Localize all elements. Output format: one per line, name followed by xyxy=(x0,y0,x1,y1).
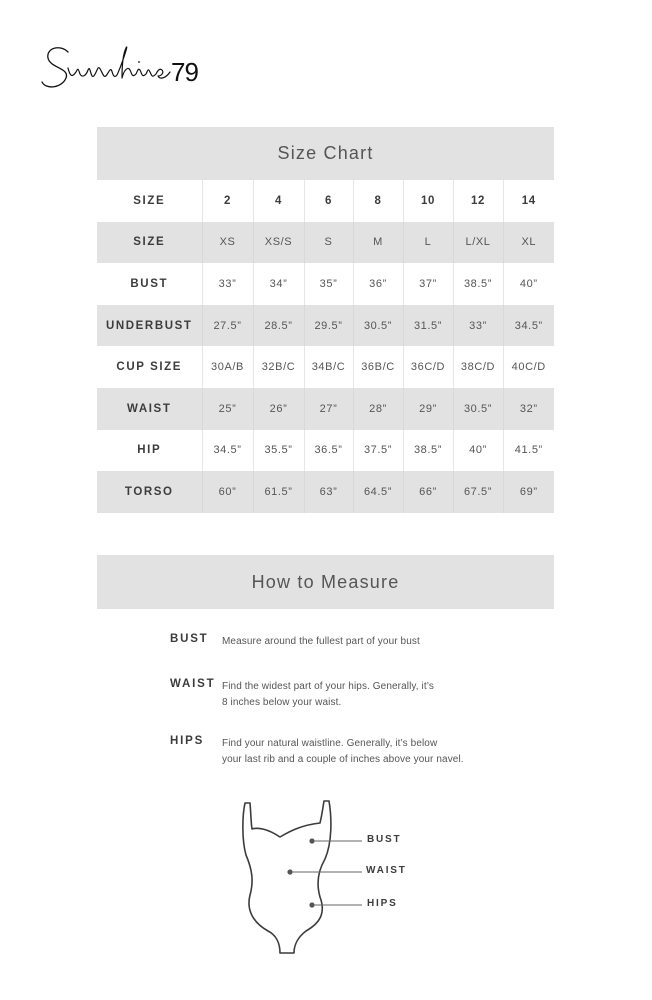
waist-marker xyxy=(287,869,292,874)
table-cell: 30A/B xyxy=(202,346,253,388)
row-label: BUST xyxy=(130,277,169,290)
hips-marker xyxy=(309,902,314,907)
measure-label: BUST xyxy=(170,633,209,645)
table-cell: 33” xyxy=(453,305,503,347)
measure-label: HIPS xyxy=(170,735,205,747)
table-cell: 6 xyxy=(304,180,353,222)
table-cell: 67.5” xyxy=(453,471,503,513)
table-cell: M xyxy=(353,222,403,264)
how-to-measure-title: How to Measure xyxy=(97,555,554,609)
table-cell: S xyxy=(304,222,353,264)
table-cell: 26” xyxy=(253,388,304,430)
table-cell: 64.5” xyxy=(353,471,403,513)
table-cell: 4 xyxy=(253,180,304,222)
description-line: Measure around the fullest part of your bust xyxy=(222,636,420,647)
table-cell: 28” xyxy=(353,388,403,430)
table-cell: 8 xyxy=(353,180,403,222)
table-cell: L xyxy=(403,222,453,264)
logo-signature-icon xyxy=(40,38,220,98)
table-cell: XS/S xyxy=(253,222,304,264)
description-line: Find your natural waistline. Generally, it’s below xyxy=(222,738,438,749)
table-cell: 36” xyxy=(353,263,403,305)
table-row-numeric-size xyxy=(97,180,554,222)
swimsuit-outline-icon xyxy=(236,797,416,957)
measure-description xyxy=(222,679,502,710)
table-cell: 37” xyxy=(403,263,453,305)
table-cell: 66” xyxy=(403,471,453,513)
table-row-torso xyxy=(97,471,554,513)
table-row-bust xyxy=(97,263,554,305)
table-cell: 29” xyxy=(403,388,453,430)
table-row-waist xyxy=(97,388,554,430)
row-label: TORSO xyxy=(97,471,202,513)
table-cell: XS xyxy=(202,222,253,264)
table-row-letter-size xyxy=(97,222,554,264)
table-cell: 36B/C xyxy=(353,346,403,388)
bust-marker xyxy=(309,838,314,843)
row-label: SIZE xyxy=(97,222,202,264)
table-cell: 38.5” xyxy=(403,430,453,472)
size-chart-table xyxy=(97,127,554,513)
table-row-hip xyxy=(97,430,554,472)
table-cell: XL xyxy=(503,222,554,264)
table-cell: 34B/C xyxy=(304,346,353,388)
row-label: SIZE xyxy=(133,194,166,207)
table-cell: 29.5” xyxy=(304,305,353,347)
table-cell: L/XL xyxy=(453,222,503,264)
measure-description xyxy=(222,634,502,650)
table-cell: 36.5” xyxy=(304,430,353,472)
table-cell: 34.5” xyxy=(202,430,253,472)
table-cell: 40C/D xyxy=(503,346,554,388)
table-cell: 37.5” xyxy=(353,430,403,472)
table-cell: 33” xyxy=(202,263,253,305)
table-cell: 61.5” xyxy=(253,471,304,513)
table-row-underbust xyxy=(97,305,554,347)
table-cell: 31.5” xyxy=(403,305,453,347)
description-line: your last rib and a couple of inches above your navel. xyxy=(222,753,464,765)
table-cell: 40” xyxy=(453,430,503,472)
table-cell: 27” xyxy=(304,388,353,430)
table-cell: 25” xyxy=(202,388,253,430)
table-cell: 30.5” xyxy=(353,305,403,347)
table-cell: 12 xyxy=(453,180,503,222)
measure-label: WAIST xyxy=(170,678,216,690)
table-cell: 36C/D xyxy=(403,346,453,388)
size-chart-title: Size Chart xyxy=(97,127,554,180)
table-cell: 35.5” xyxy=(253,430,304,472)
table-cell: 34.5” xyxy=(503,305,554,347)
table-cell: 34” xyxy=(253,263,304,305)
diagram-label-bust: BUST xyxy=(367,834,402,845)
row-label: CUP SIZE xyxy=(116,361,183,374)
table-cell: 40” xyxy=(503,263,554,305)
row-label: HIP xyxy=(137,444,162,457)
table-cell: 35” xyxy=(304,263,353,305)
brand-logo xyxy=(40,38,220,98)
table-cell: 2 xyxy=(202,180,253,222)
logo-number: 79 xyxy=(171,57,198,87)
table-cell: 63” xyxy=(304,471,353,513)
diagram-label-waist: WAIST xyxy=(366,865,407,876)
table-cell: 38C/D xyxy=(453,346,503,388)
table-row-cup-size xyxy=(97,346,554,388)
table-cell: 69” xyxy=(503,471,554,513)
table-cell: 60” xyxy=(202,471,253,513)
table-cell: 10 xyxy=(403,180,453,222)
description-line: 8 inches below your waist. xyxy=(222,696,342,708)
measure-description xyxy=(222,736,502,767)
row-label: UNDERBUST xyxy=(97,305,202,347)
table-cell: 30.5” xyxy=(453,388,503,430)
table-cell: 41.5” xyxy=(503,430,554,472)
table-cell: 32B/C xyxy=(253,346,304,388)
measurement-diagram xyxy=(236,797,416,957)
diagram-label-hips: HIPS xyxy=(367,898,398,909)
row-label: WAIST xyxy=(97,388,202,430)
table-cell: 32” xyxy=(503,388,554,430)
description-line: Find the widest part of your hips. Generally, it’s xyxy=(222,681,434,692)
table-cell: 28.5” xyxy=(253,305,304,347)
table-cell: 38.5” xyxy=(453,263,503,305)
table-cell: 14 xyxy=(503,180,554,222)
table-cell: 27.5” xyxy=(202,305,253,347)
